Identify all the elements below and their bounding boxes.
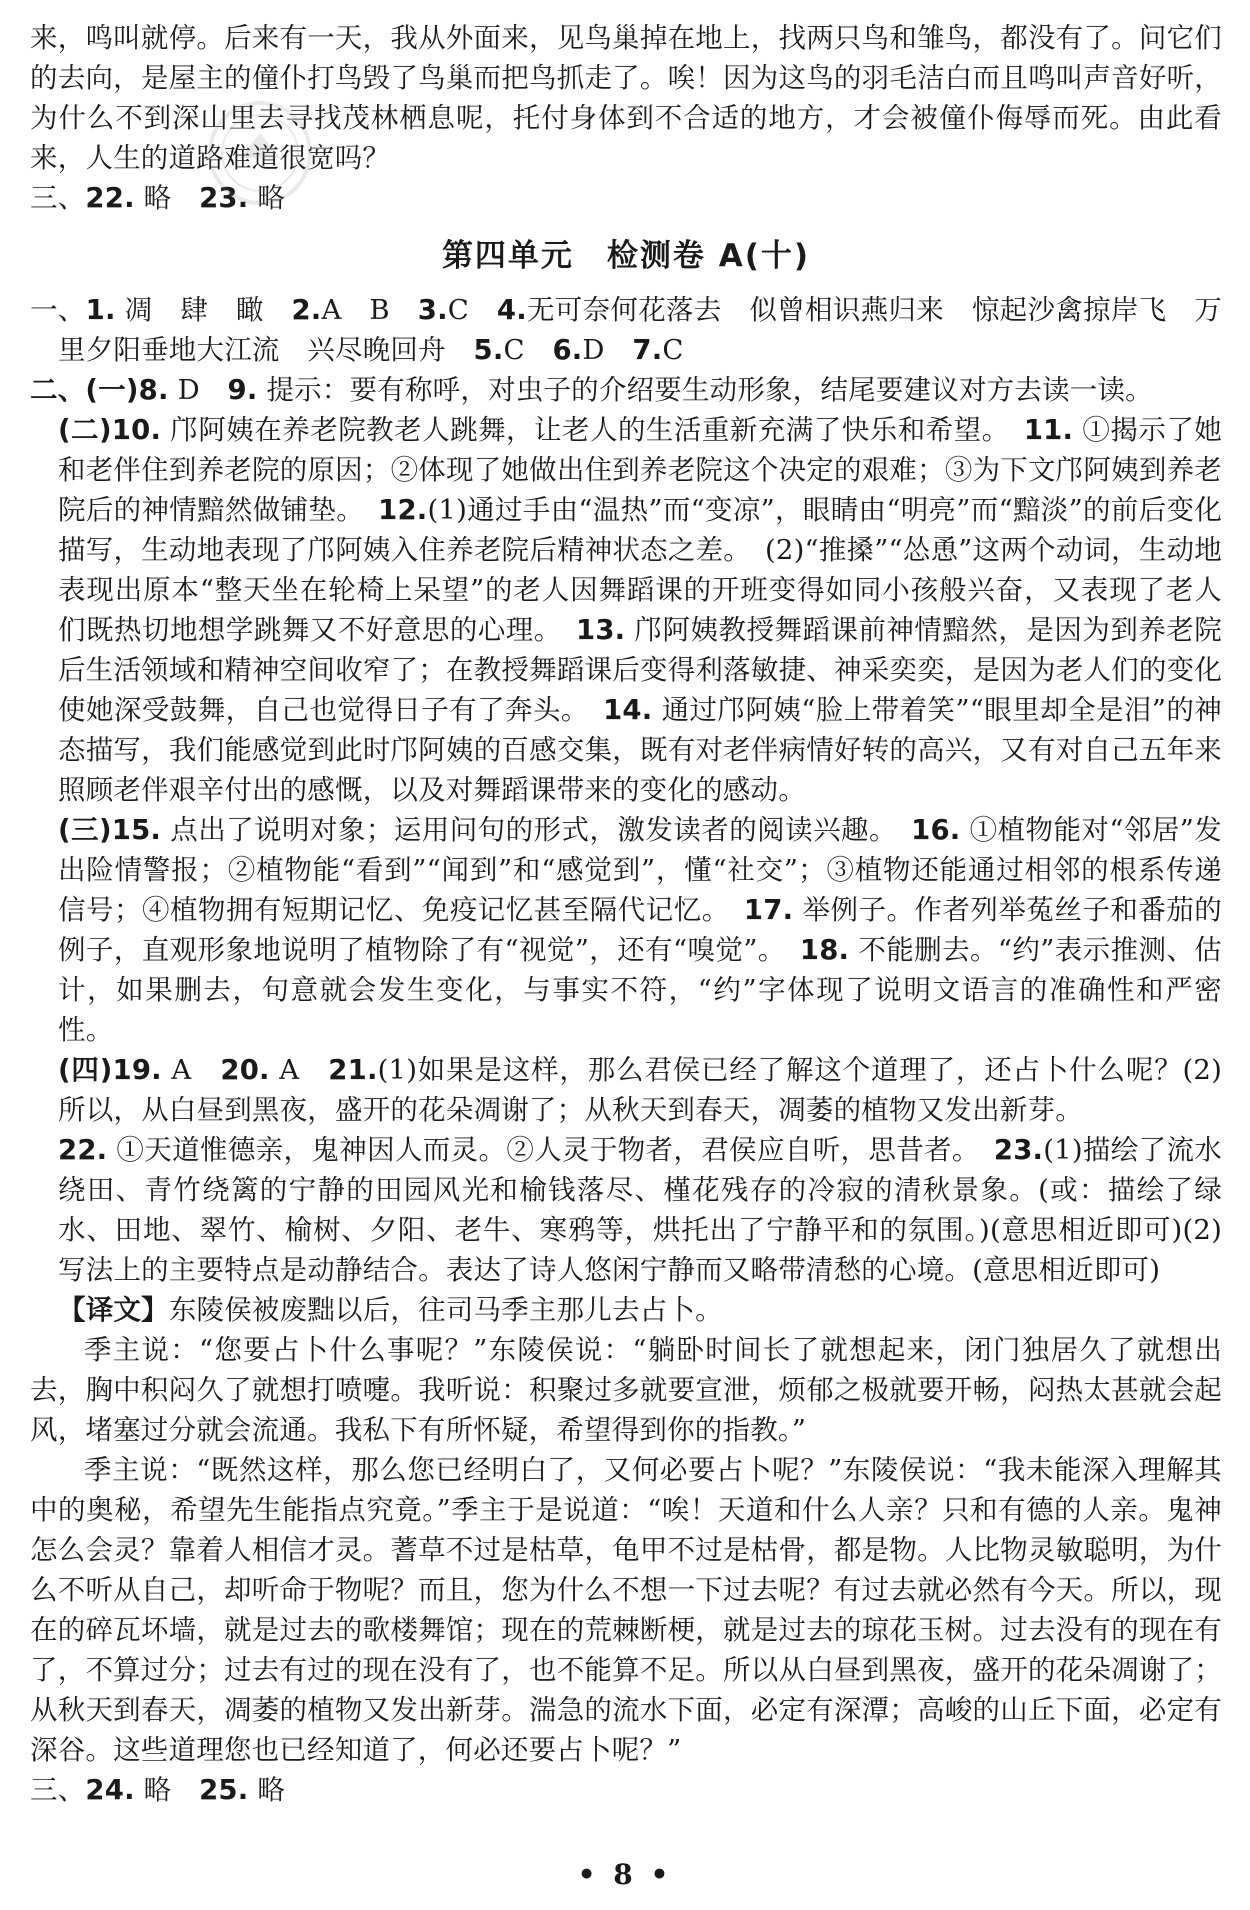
translation-text: 东陵侯被废黜以后，往司马季主那儿去占卜。 [168, 1294, 723, 1326]
answer-text: D [582, 334, 633, 366]
question-number: 15. [111, 814, 162, 846]
section-prefix: (四) [58, 1054, 113, 1086]
part-three-answers [30, 1770, 1222, 1810]
answer-text: A [269, 1054, 329, 1086]
translation-paragraph: 季主说：“您要占卜什么事呢？”东陵侯说：“躺卧时间长了就想起来，闭门独居久了就想出去，胸中积闷久了就想打喷嚏。我听说：积聚过多就要宣泄，烦郁之极就要开畅，闷热太甚就会起风，堵塞过分就会流通。我私下有所怀疑，希望得到你的指教。” [30, 1334, 1222, 1446]
question-number: 2. [291, 294, 322, 326]
question-number: 23. [993, 1134, 1044, 1166]
answer-text: 凋 肆 瞰 [115, 294, 292, 326]
answer-text: C [662, 334, 684, 366]
answer-text: ①天道惟德亲，鬼神因人而灵。②人灵于物者，君侯应自听，思昔者。 [107, 1134, 994, 1166]
question-number: 1. [85, 294, 116, 326]
unit-title: 第四单元 检测卷 A(十) [441, 238, 811, 274]
question-number: 19. [112, 1054, 162, 1086]
answer-text: 点出了说明对象；运用问句的形式，激发读者的阅读兴趣。 [161, 814, 912, 846]
question-number: 16. [911, 814, 961, 846]
answer-text: 略 [134, 182, 200, 214]
part-two-three-answers [30, 810, 1222, 1050]
question-number: 10. [111, 414, 162, 446]
answer-page [30, 18, 1222, 1810]
question-number: 23. [199, 182, 249, 214]
question-number: 22. [58, 1134, 108, 1166]
question-number: 21. [328, 1054, 378, 1086]
part-two-four-answers [30, 1050, 1222, 1130]
answer-text: 邝阿姨在养老院教老人跳舞，让老人的生活重新充满了快乐和希望。 [161, 414, 1024, 446]
answer-text: A [161, 1054, 221, 1086]
question-number: 22. [85, 182, 135, 214]
answer-text: (1)如果是这样，那么君侯已经了解这个道理了，还占卜什么呢？(2)所以，从白昼到黑夜，盛开的花朵凋谢了；从秋天到春天，凋萎的植物又发出新芽。 [58, 1054, 1223, 1126]
question-number: 20. [220, 1054, 270, 1086]
answer-text: A B [321, 294, 418, 326]
answer-text: (1)通过手由“温热”而“变凉”，眼睛由“明亮”而“黯淡”的前后变化描写，生动地表现了邝阿姨入住养老院后精神状态之差。 (2)“推搡”“怂恿”这两个动词，生动地表现出原本“整天坐在轮椅上呆望”的老人因舞蹈课的开班变得如同小孩般兴奋，又表现了老人们既热切地想学跳舞又不好意思的心理。 [58, 494, 1222, 646]
answer-text: C [503, 334, 553, 366]
answer-text: 通过邝阿姨“脸上带着笑”“眼里却全是泪”的神态描写，我们能感觉到此时邝阿姨的百感交集，既有对老伴病情好转的高兴，又有对自己五年来照顾老伴艰辛付出的感慨，以及对舞蹈课带来的变化的感动。 [58, 694, 1223, 806]
answer-text: 略 [248, 1774, 286, 1806]
section-prefix: 一、 [30, 294, 86, 326]
part-two-two-answers [30, 410, 1222, 810]
question-number: 6. [552, 334, 583, 366]
question-number: 24. [85, 1774, 135, 1806]
part-two-one-answers [30, 370, 1222, 410]
watermark-stamp-icon [205, 98, 315, 208]
answer-text: 略 [248, 182, 286, 214]
answer-text: 不能删去。“约”表示推测、估计，如果删去，句意就会发生变化，与事实不符，“约”字体现了说明文语言的准确性和严密性。 [58, 934, 1222, 1046]
translation-label: 【译文】 [58, 1294, 169, 1326]
question-number: 17. [743, 894, 794, 926]
question-number: 14. [603, 694, 653, 726]
question-number: 18. [799, 934, 850, 966]
section-prefix: 二、(一) [30, 374, 139, 406]
question-number: 3. [417, 294, 448, 326]
question-number: 7. [632, 334, 663, 366]
answer-text: 邝阿姨教授舞蹈课前神情黯然，是因为到养老院后生活领域和精神空间收窄了；在教授舞蹈课后变得利落敏捷、神采奕奕，是因为老人们的变化使她深受鼓舞，自己也觉得日子有了奔头。 [58, 614, 1222, 726]
answer-text: D [168, 374, 228, 406]
question-number: 25. [199, 1774, 249, 1806]
question-number: 9. [227, 374, 258, 406]
answer-text: 举例子。作者列举菟丝子和番茄的例子，直观形象地说明了植物除了有“视觉”，还有“嗅觉”。 [58, 894, 1222, 966]
question-number: 11. [1023, 414, 1074, 446]
question-number: 5. [473, 334, 504, 366]
answer-text: ①揭示了她和老伴住到养老院的原因；②体现了她做出住到养老院这个决定的艰难；③为下文邝阿姨到养老院后的神情黯然做铺垫。 [58, 414, 1222, 526]
answer-text: ①植物能对“邻居”发出险情警报；②植物能“看到”“闻到”和“感觉到”，懂“社交”；③植物还能通过相邻的根系传递信号；④植物拥有短期记忆、免疫记忆甚至隔代记忆。 [58, 814, 1222, 926]
translation-paragraph: 季主说：“既然这样，那么您已经明白了，又何必要占卜呢？”东陵侯说：“我未能深入理解其中的奥秘，希望先生能指点究竟。”季主于是说道：“唉！天道和什么人亲？只和有德的人亲。鬼神怎么会灵？靠着人相信才灵。蓍草不过是枯草，龟甲不过是枯骨，都是物。人比物灵敏聪明，为什么不听从自己，却听命于物呢？而且，您为什么不想一下过去呢？有过去就必然有今天。所以，现在的碎瓦坏墙，就是过去的歌楼舞馆；现在的荒棘断梗，就是过去的琼花玉树。过去没有的现在有了，不算过分；过去有过的现在没有了，也不能算不足。所以从白昼到黑夜，盛开的花朵凋谢了；从秋天到春天，凋萎的植物又发出新芽。湍急的流水下面，必定有深潭；高峻的山丘下面，必定有深谷。这些道理您也已经知道了，何必还要占卜呢？” [30, 1454, 1222, 1766]
part-two-four-answers-continued [30, 1130, 1222, 1290]
answer-text: 提示：要有称呼，对虫子的介绍要生动形象，结尾要建议对方去读一读。 [257, 374, 1153, 406]
question-number: 12. [378, 494, 428, 526]
translation-intro [30, 1290, 1222, 1330]
answer-text: 略 [134, 1774, 200, 1806]
part-one-answers [30, 290, 1222, 370]
section-prefix: 三、 [30, 182, 86, 214]
section-prefix: (二) [58, 414, 112, 446]
answer-text: C [447, 294, 497, 326]
answer-text: (1)描绘了流水绕田、青竹绕篱的宁静的田园风光和榆钱落尽、槿花残存的冷寂的清秋景象。(或：描绘了绿水、田地、翠竹、榆树、夕阳、老牛、寒鸦等，烘托出了宁静平和的氛围。)(意思相近即可)(2)写法上的主要特点是动静结合。表达了诗人悠闲宁静而又略带清愁的心境。(意思相近即可) [58, 1134, 1222, 1286]
previous-translation-tail: 来，鸣叫就停。后来有一天，我从外面来，见鸟巢掉在地上，找两只鸟和雏鸟，都没有了。问它们的去向，是屋主的僮仆打鸟毁了鸟巢而把鸟抓走了。唉！因为这鸟的羽毛洁白而且鸣叫声音好听，为什么不到深山里去寻找茂林栖息呢，托付身体到不合适的地方，才会被僮仆侮辱而死。由此看来，人生的道路难道很宽吗？ [30, 22, 1222, 174]
page-number: • 8 • [577, 1858, 673, 1891]
question-number: 4. [496, 294, 527, 326]
section-prefix: 三、 [30, 1774, 86, 1806]
question-number: 13. [576, 614, 626, 646]
answer-text: 无可奈何花落去 似曾相识燕归来 惊起沙禽掠岸飞 万里夕阳垂地大江流 兴尽晚回舟 [58, 294, 1222, 366]
question-number: 8. [138, 374, 169, 406]
section-prefix: (三) [58, 814, 112, 846]
